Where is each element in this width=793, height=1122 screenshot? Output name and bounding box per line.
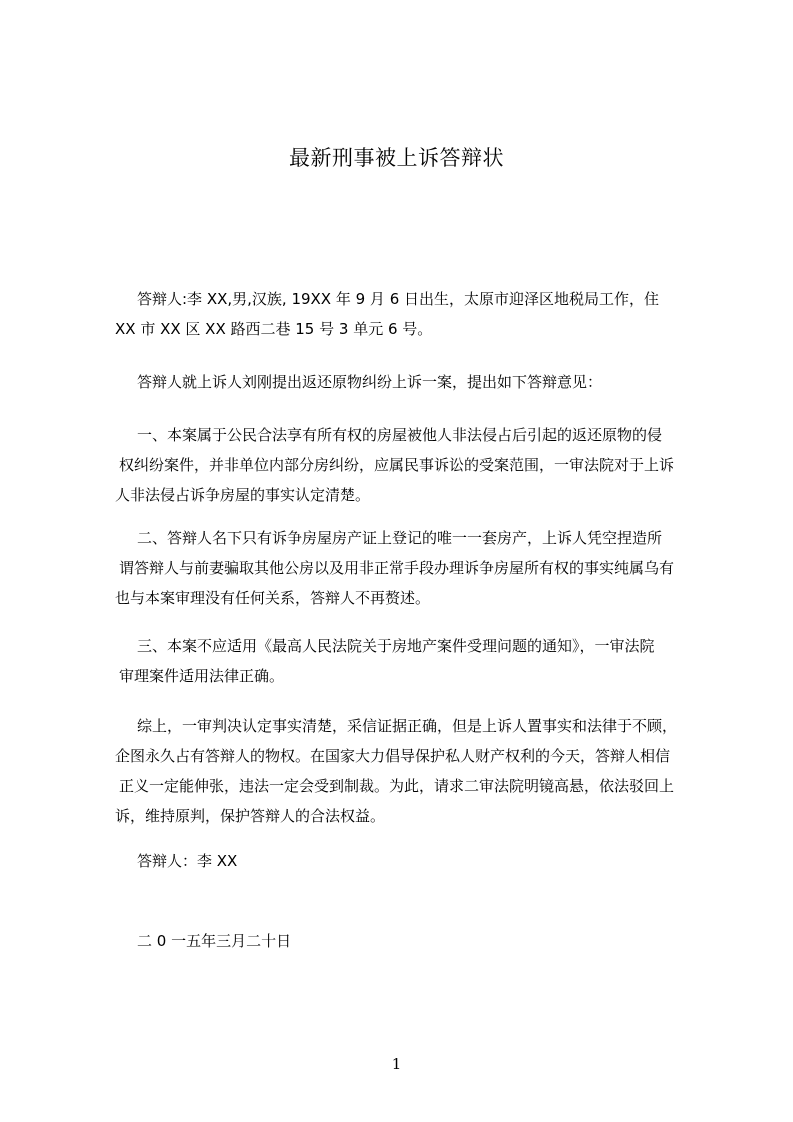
paragraph-line: 二、答辩人名下只有诉争房屋房产证上登记的唯一一套房产，上诉人凭空捏造所	[137, 529, 663, 547]
page-number: 1	[391, 1055, 402, 1073]
signature-text: 答辩人：李 XX	[137, 852, 238, 870]
paragraph-line: 人非法侵占诉争房屋的事实认定清楚。	[115, 486, 371, 504]
paragraph-line: 答辩人:李 XX,男,汉族, 19XX 年 9 月 6 日出生，太原市迎泽区地税局工作，住	[137, 290, 660, 308]
date-text: 二 0 一五年三月二十日	[137, 932, 292, 950]
paragraph-line: 权纠纷案件，并非单位内部分房纠纷，应属民事诉讼的受案范围，一审法院对于上诉	[119, 456, 675, 474]
paragraph-line: 三、本案不应适用《最高人民法院关于房地产案件受理问题的通知》，一审法院	[137, 637, 655, 655]
respondent-info-paragraph	[0, 284, 659, 344]
conclusion-paragraph	[0, 711, 677, 831]
paragraph-line: 谓答辩人与前妻骗取其他公房以及用非正常手段办理诉争房屋所有权的事实纯属乌有	[119, 559, 675, 577]
paragraph-line: 一、本案属于公民合法享有所有权的房屋被他人非法侵占后引起的返还原物的侵	[137, 426, 663, 444]
signature-line	[0, 846, 237, 876]
paragraph-line: 正义一定能伸张，违法一定会受到制裁。为此，请求二审法院明镜高悬，依法驳回上	[119, 777, 675, 795]
paragraph-line: 也与本案审理没有任何关系，答辩人不再赘述。	[115, 589, 431, 607]
point-two-paragraph	[0, 523, 674, 613]
point-one-paragraph	[0, 420, 674, 510]
paragraph-line: 综上，一审判决认定事实清楚，采信证据正确，但是上诉人置事实和法律于不顾，	[137, 717, 678, 735]
paragraph-line: 诉，维持原判，保护答辩人的合法权益。	[115, 807, 386, 825]
paragraph-line: XX 市 XX 区 XX 路西二巷 15 号 3 单元 6 号。	[115, 320, 433, 338]
paragraph-line: 答辩人就上诉人刘刚提出返还原物纠纷上诉一案，提出如下答辩意见：	[137, 373, 603, 391]
intro-paragraph	[0, 367, 602, 397]
point-three-paragraph	[0, 631, 655, 691]
paragraph-line: 审理案件适用法律正确。	[119, 667, 285, 685]
document-title: 最新刑事被上诉答辩状	[289, 146, 504, 170]
paragraph-line: 企图永久占有答辩人的物权。在国家大力倡导保护私人财产权利的今天，答辩人相信	[115, 747, 671, 765]
date-line	[0, 926, 291, 956]
